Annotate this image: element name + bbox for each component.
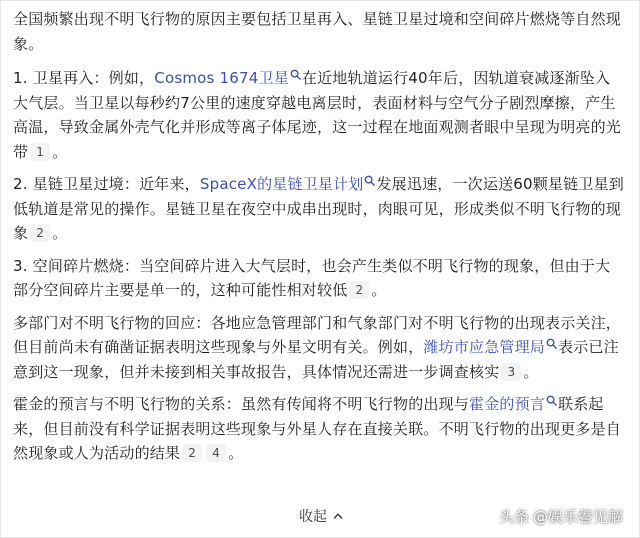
item-text: 3. 空间碎片燃烧：当空间碎片进入大气层时，也会产生类似不明飞行物的现象，但由于大部分空间碎片主要是单一的，这种可能性相对较低 xyxy=(13,256,611,299)
search-icon[interactable] xyxy=(546,395,557,406)
answer-content xyxy=(13,7,625,474)
item-space-debris xyxy=(13,254,625,303)
item-end: 。 xyxy=(371,281,387,299)
chevron-up-icon xyxy=(333,511,343,521)
link-weifang-emergency[interactable]: 潍坊市应急管理局 xyxy=(423,338,546,356)
item-satellite-reentry xyxy=(13,66,625,164)
watermark-author: @娱乐瞽见解 xyxy=(532,508,623,526)
item-hawking-prophecy xyxy=(13,392,625,466)
citation-badge[interactable]: 2 xyxy=(349,281,369,299)
link-cosmos-1674[interactable]: Cosmos 1674卫星 xyxy=(154,69,289,87)
item-text: 在近地轨道运行40年后，因轨道衰减逐渐坠入大气层。当卫星以每秒约7公里的速度穿越电离层时，表面材料与空气分子剧烈摩擦，产生高温，导致金属外壳气化并形成等离子体尾迹，这一过程在地面观测者眼中呈现为明亮的光带 xyxy=(13,69,622,161)
link-spacex-starlink[interactable]: SpaceX的星链卫星计划 xyxy=(199,175,364,193)
citation-badge[interactable]: 1 xyxy=(30,143,50,161)
search-icon[interactable] xyxy=(546,338,557,349)
item-end: 。 xyxy=(523,362,539,381)
item-prefix: 霍金的预言与不明飞行物的关系：虽然有传闻将不明飞行物的出现与 xyxy=(13,395,470,413)
watermark xyxy=(499,506,627,527)
item-prefix: 1. 卫星再入：例如， xyxy=(13,69,155,87)
search-icon[interactable] xyxy=(364,175,375,186)
citation-badge[interactable]: 3 xyxy=(501,363,521,381)
citation-badge[interactable]: 2 xyxy=(30,224,50,242)
search-icon[interactable] xyxy=(290,69,301,80)
collapse-label: 收起 xyxy=(299,509,327,525)
item-prefix: 多部门对不明飞行物的回应：各地应急管理部门和气象部门对不明飞行物的出现表示关注，但目前尚未有确凿证据表明这些现象与外星文明有关。例如， xyxy=(13,313,622,356)
item-end: 。 xyxy=(52,224,68,242)
intro-paragraph: 全国频繁出现不明飞行物的原因主要包括卫星再入、星链卫星过境和空间碎片燃烧等自然现象。 xyxy=(13,10,622,53)
citation-badge[interactable]: 4 xyxy=(206,444,226,462)
citation-badge[interactable]: 2 xyxy=(182,444,202,462)
item-end: 。 xyxy=(52,142,68,161)
item-starlink-transit xyxy=(13,172,625,246)
item-text: 联系起来，但目前没有科学证据表明这些现象与外星人存在直接关联。不明飞行物的出现更多是自然现象或人为活动的结果 xyxy=(13,395,622,462)
link-hawking-prophecy[interactable]: 霍金的预言 xyxy=(469,395,546,413)
item-text: 表示已注意到这一现象，但并未接到相关事故报告，具体情况还需进一步调查核实 xyxy=(13,338,619,381)
watermark-source: 头条 xyxy=(498,508,529,526)
item-end: 。 xyxy=(228,444,244,462)
item-prefix: 2. 星链卫星过境：近年来， xyxy=(13,175,200,193)
item-department-response xyxy=(13,311,625,385)
item-text: 发展迅速，一次运送60颗星链卫星到低轨道是常见的操作。星链卫星在夜空中成串出现时，肉眼可见，形成类似不明飞行物的现象 xyxy=(13,175,624,242)
